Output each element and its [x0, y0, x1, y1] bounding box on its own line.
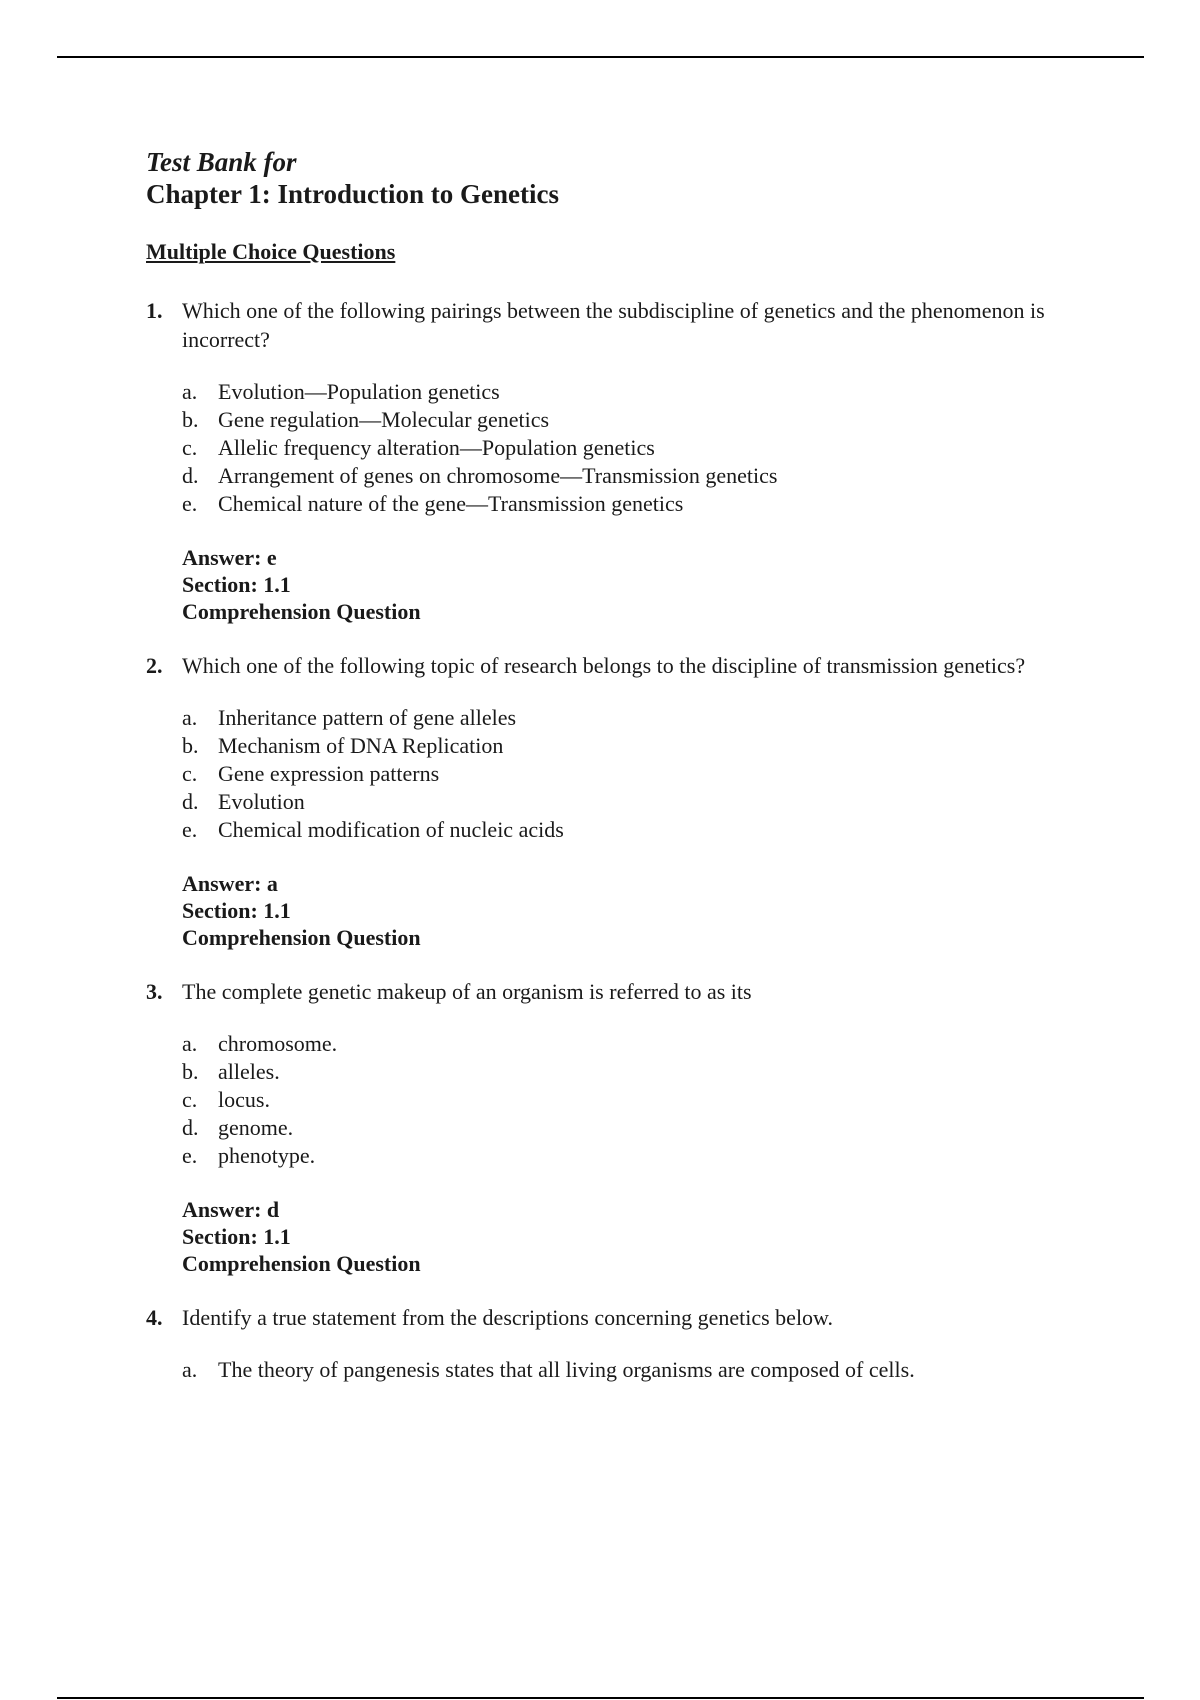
question-text: The complete genetic makeup of an organism is referred to as its: [182, 979, 752, 1004]
option-letter: d.: [182, 463, 199, 488]
option-item: [182, 462, 1046, 490]
answer-block: [182, 870, 1046, 951]
option-text: Inheritance pattern of gene alleles: [218, 705, 517, 730]
question-text: Which one of the following pairings between the subdiscipline of genetics and the phenomenon is incorrect?: [182, 298, 1045, 352]
question-type-label: Comprehension Question: [182, 1251, 421, 1276]
option-list: [182, 1356, 1046, 1384]
option-letter: d.: [182, 789, 199, 814]
answer-block: [182, 544, 1046, 625]
question-number: 3.: [146, 979, 163, 1004]
option-letter: d.: [182, 1115, 199, 1140]
question-1: [146, 296, 1046, 625]
section-label: Section: 1.1: [182, 572, 291, 597]
option-item: [182, 816, 1046, 844]
option-text: Arrangement of genes on chromosome—Transmission genetics: [218, 463, 778, 488]
question-2: [146, 651, 1046, 951]
option-text: chromosome.: [218, 1031, 338, 1056]
section-label: Section: 1.1: [182, 1224, 291, 1249]
question-number: 1.: [146, 298, 163, 323]
question-type-label: Comprehension Question: [182, 925, 421, 950]
option-item: [182, 1030, 1046, 1058]
document-body: [146, 146, 1046, 1384]
option-letter: b.: [182, 733, 199, 758]
option-item: [182, 1356, 1046, 1384]
option-text: Gene expression patterns: [218, 761, 440, 786]
question-number: 2.: [146, 653, 163, 678]
option-item: [182, 1086, 1046, 1114]
option-text: Chemical nature of the gene—Transmission genetics: [218, 491, 684, 516]
option-item: [182, 760, 1046, 788]
option-item: [182, 1142, 1046, 1170]
option-item: [182, 406, 1046, 434]
option-list: [182, 704, 1046, 844]
option-letter: e.: [182, 817, 198, 842]
option-item: [182, 732, 1046, 760]
option-text: Gene regulation—Molecular genetics: [218, 407, 550, 432]
option-letter: c.: [182, 435, 198, 460]
option-item: [182, 434, 1046, 462]
option-text: Evolution: [218, 789, 305, 814]
option-item: [182, 1114, 1046, 1142]
question-3: [146, 977, 1046, 1277]
section-heading: Multiple Choice Questions: [146, 239, 396, 264]
chapter-title: Chapter 1: Introduction to Genetics: [146, 179, 559, 209]
option-text: Evolution—Population genetics: [218, 379, 500, 404]
option-letter: a.: [182, 705, 198, 730]
question-type-label: Comprehension Question: [182, 599, 421, 624]
question-text: Identify a true statement from the descriptions concerning genetics below.: [182, 1305, 834, 1330]
answer-label: Answer: a: [182, 871, 278, 896]
option-item: [182, 490, 1046, 518]
option-letter: b.: [182, 407, 199, 432]
option-text: The theory of pangenesis states that all living organisms are composed of cells.: [218, 1357, 915, 1382]
option-text: alleles.: [218, 1059, 280, 1084]
question-number: 4.: [146, 1305, 163, 1330]
option-item: [182, 704, 1046, 732]
option-letter: e.: [182, 491, 198, 516]
option-letter: e.: [182, 1143, 198, 1168]
option-list: [182, 378, 1046, 518]
answer-label: Answer: d: [182, 1197, 280, 1222]
option-text: Chemical modification of nucleic acids: [218, 817, 564, 842]
question-text: Which one of the following topic of research belongs to the discipline of transmission genetics?: [182, 653, 1026, 678]
option-text: Mechanism of DNA Replication: [218, 733, 504, 758]
option-letter: c.: [182, 1087, 198, 1112]
option-letter: c.: [182, 761, 198, 786]
answer-label: Answer: e: [182, 545, 277, 570]
section-label: Section: 1.1: [182, 898, 291, 923]
option-item: [182, 1058, 1046, 1086]
option-text: Allelic frequency alteration—Population genetics: [218, 435, 655, 460]
bottom-rule: [57, 1697, 1144, 1699]
top-rule: [57, 56, 1144, 58]
option-letter: b.: [182, 1059, 199, 1084]
option-item: [182, 788, 1046, 816]
option-list: [182, 1030, 1046, 1170]
option-text: genome.: [218, 1115, 294, 1140]
answer-block: [182, 1196, 1046, 1277]
option-letter: a.: [182, 1031, 198, 1056]
option-letter: a.: [182, 379, 198, 404]
option-letter: a.: [182, 1357, 198, 1382]
question-4: [146, 1303, 1046, 1384]
option-text: locus.: [218, 1087, 270, 1112]
option-text: phenotype.: [218, 1143, 316, 1168]
option-item: [182, 378, 1046, 406]
document-title-line1: Test Bank for: [146, 147, 297, 177]
